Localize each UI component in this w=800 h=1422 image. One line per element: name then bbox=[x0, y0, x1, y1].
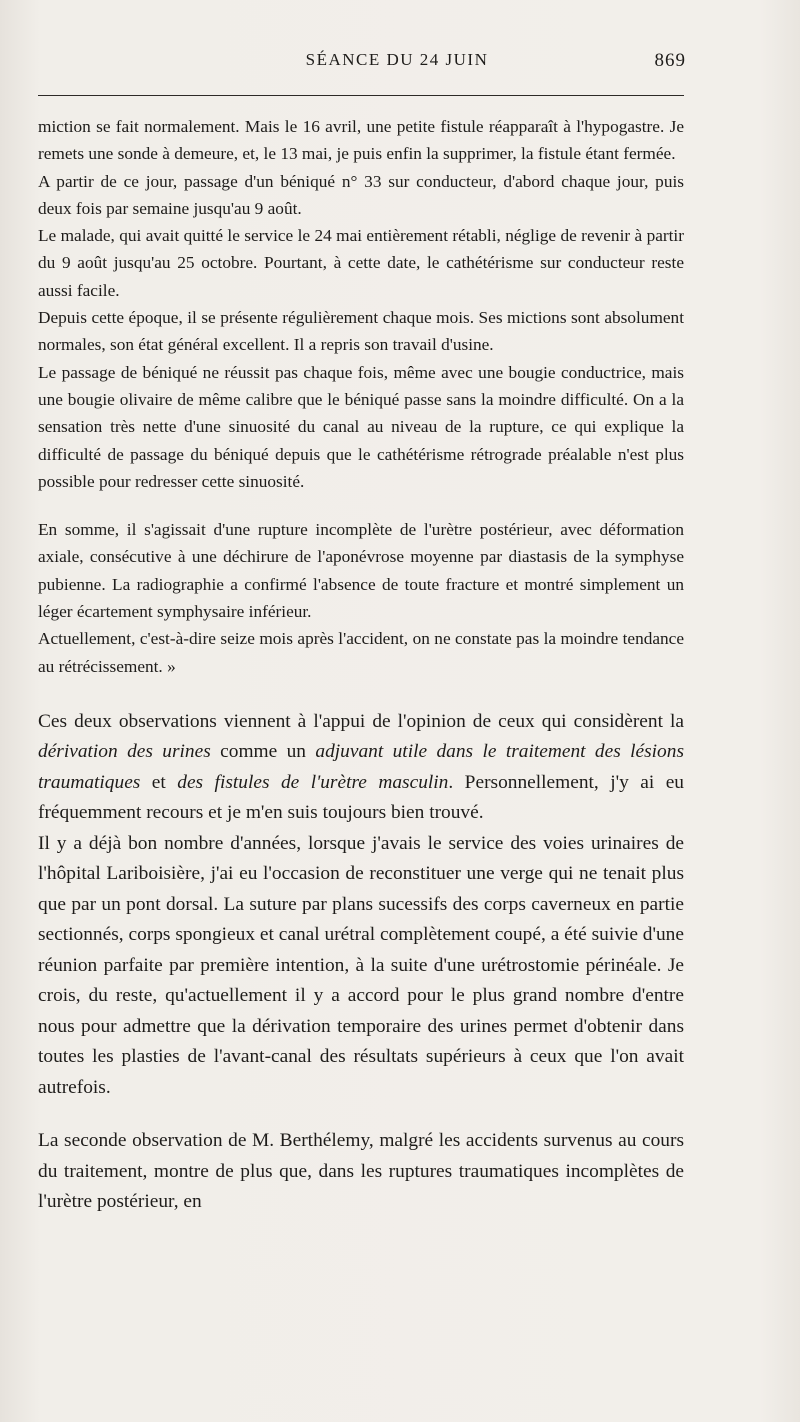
paragraph: Il y a déjà bon nombre d'années, lorsque j'avais le service des voies urinaires de l'hôpital Lariboisière, j'ai eu l'occasion de reconstituer une verge qui ne tenait plus que par un pont dorsal. La suture par plans sucessifs des corps caverneux en partie sectionnés, corps spongieux et canal urétral complètement coupé, a été suivie d'une réunion parfaite par première intention, à la suite d'une urétrostomie périnéale. Je crois, du reste, qu'actuellement il y a accord pour le plus grand nombre d'entre nous pour admettre que la dérivation temporaire des urines permet d'obtenir dans toutes les plasties de l'avant-canal des résultats supérieurs à ceux que l'on avait autrefois. bbox=[38, 832, 684, 1098]
paragraph: Depuis cette époque, il se présente régulièrement chaque mois. Ses mictions sont absolument normales, son état général excellent. Il a repris son travail d'usine. bbox=[38, 308, 684, 355]
text-run: Ces deux observations viennent à l'appui de l'opinion de ceux qui considèrent la bbox=[38, 710, 684, 732]
paragraph: En somme, il s'agissait d'une rupture incomplète de l'urètre postérieur, avec déformation axiale, consécutive à une déchirure de l'aponévrose moyenne par diastasis de la symphyse pubienne. La radiographie a confirmé l'absence de toute fracture et montré simplement un léger écartement symphysaire inférieur. bbox=[38, 520, 684, 622]
italic-term: dérivation des urines bbox=[38, 741, 211, 763]
observation-text bbox=[38, 113, 684, 680]
header-rule bbox=[38, 95, 684, 96]
paragraph-gap bbox=[38, 495, 684, 516]
section-gap bbox=[38, 680, 684, 707]
running-header bbox=[38, 50, 686, 80]
text-run: . Personnellement, j'y ai eu fréquemment recours et je m'en suis toujours bien trouvé. bbox=[38, 771, 684, 824]
paragraph: Le passage de béniqué ne réussit pas chaque fois, même avec une bougie conductrice, mais une bougie olivaire de même calibre que le béniqué passe sans la moindre difficulté. On a la sensation très nette d'une sinuosité du canal au niveau de la rupture, ce qui explique la difficulté de passage du béniqué depuis que le cathétérisme rétrograde préalable n'est plus possible pour redresser cette sinuosité. bbox=[38, 362, 684, 491]
commentary-text bbox=[38, 707, 684, 1218]
italic-term: adjuvant utile dans le traitement des lésions traumatiques bbox=[38, 741, 684, 793]
page-number: 869 bbox=[654, 50, 686, 71]
page-body bbox=[38, 113, 684, 1218]
paragraph: A partir de ce jour, passage d'un béniqué n° 33 sur conducteur, d'abord chaque jour, puis deux fois par semaine jusqu'au 9 août. bbox=[38, 171, 684, 218]
paragraph: Actuellement, c'est-à-dire seize mois après l'accident, on ne constate pas la moindre tendance au rétrécissement. » bbox=[38, 629, 684, 676]
text-run: et bbox=[140, 771, 178, 793]
italic-term: des fistules de l'urètre masculin bbox=[177, 771, 449, 793]
paragraph: Le malade, qui avait quitté le service le 24 mai entièrement rétabli, néglige de revenir à partir du 9 août jusqu'au 25 octobre. Pourtant, à cette date, le cathétérisme sur conducteur reste aussi facile. bbox=[38, 226, 684, 300]
paragraph bbox=[38, 707, 684, 829]
paragraph: La seconde observation de M. Berthélemy, malgré les accidents survenus au cours du traitement, montre de plus que, dans les ruptures traumatiques incomplètes de l'urètre postérieur, en bbox=[38, 1130, 684, 1213]
paragraph-gap bbox=[38, 1103, 684, 1126]
paragraph: miction se fait normalement. Mais le 16 avril, une petite fistule réapparaît à l'hypogastre. Je remets une sonde à demeure, et, le 13 mai, je puis enfin la supprimer, la fistule étant fermée. bbox=[38, 117, 684, 164]
text-run: comme un bbox=[210, 741, 316, 763]
running-title: SÉANCE DU 24 JUIN bbox=[305, 50, 489, 69]
